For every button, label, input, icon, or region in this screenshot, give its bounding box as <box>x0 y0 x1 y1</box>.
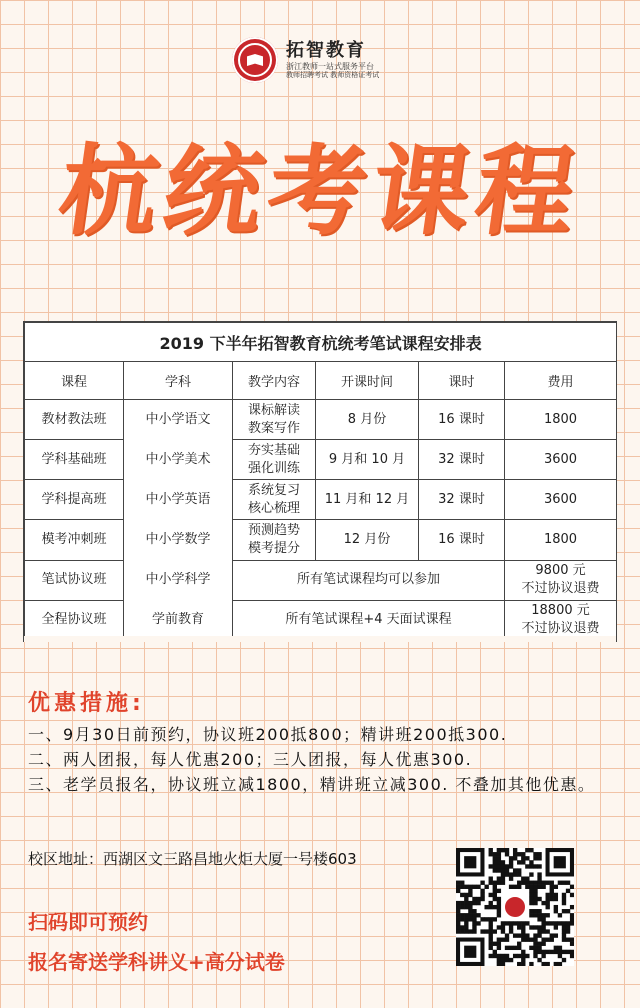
course-fee: 1800 <box>505 400 617 440</box>
table-row <box>25 480 617 520</box>
brand-text <box>286 41 379 79</box>
course-fee: 9800 元 不过协议退费 <box>505 560 617 600</box>
page-title: 杭统考课程 <box>51 135 589 249</box>
course-hours: 16 课时 <box>419 520 505 560</box>
brand-logo <box>232 34 379 86</box>
course-description: 所有笔试课程+4 天面试课程 <box>233 600 505 640</box>
course-description: 所有笔试课程均可以参加 <box>233 560 505 600</box>
brand-subline: 教师招聘考试 教师资格证考试 <box>286 70 380 79</box>
course-schedule-table <box>23 321 617 642</box>
promo-item: 三、老学员报名，协议班立减1800，精讲班立减300. 不叠加其他优惠。 <box>28 775 596 794</box>
campus-address: 校区地址：西湖区文三路昌地火炬大厦一号楼603 <box>28 850 357 868</box>
subject-list <box>124 400 233 641</box>
start-time: 9 月和 10 月 <box>316 440 419 480</box>
subject-item: 学前教育 <box>151 612 204 627</box>
table-row <box>25 440 617 480</box>
subject-item: 中小学美术 <box>145 452 211 467</box>
table-row <box>25 400 617 440</box>
course-name: 全程协议班 <box>25 600 124 640</box>
subject-item: 中小学数学 <box>145 532 211 547</box>
course-fee: 18800 元 不过协议退费 <box>505 600 617 640</box>
course-fee: 3600 <box>505 440 617 480</box>
course-hours: 32 课时 <box>419 440 505 480</box>
start-time: 8 月份 <box>316 400 419 440</box>
promo-title: 优惠措施: <box>28 691 145 716</box>
promo-item: 一、9月30日前预约，协议班200抵800；精讲班200抵300. <box>28 725 508 744</box>
brand-tagline: 浙江教师一站式服务平台 <box>286 61 374 71</box>
course-name: 笔试协议班 <box>25 560 124 600</box>
table-row <box>25 560 617 600</box>
course-content: 预测趋势 模考提分 <box>233 520 316 560</box>
course-content: 系统复习 核心梳理 <box>233 480 316 520</box>
course-name: 学科基础班 <box>25 440 124 480</box>
course-content: 课标解读 教案写作 <box>233 400 316 440</box>
header-content: 教学内容 <box>233 362 316 400</box>
header-course: 课程 <box>25 362 124 400</box>
header-fee: 费用 <box>505 362 617 400</box>
header-hours: 课时 <box>419 362 505 400</box>
course-hours: 16 课时 <box>419 400 505 440</box>
subject-item: 中小学英语 <box>145 492 211 507</box>
cta-gift: 报名寄送学科讲义+高分试卷 <box>28 950 285 974</box>
promo-list <box>28 722 613 797</box>
start-time: 11 月和 12 月 <box>316 480 419 520</box>
torn-edge <box>24 636 616 642</box>
subject-item: 中小学语文 <box>145 412 211 427</box>
promo-item: 二、两人团报，每人优惠200；三人团报，每人优惠300. <box>28 750 473 769</box>
start-time: 12 月份 <box>316 520 419 560</box>
qr-code-icon[interactable] <box>456 848 574 966</box>
course-fee: 1800 <box>505 520 617 560</box>
table-row <box>25 520 617 560</box>
course-name: 教材教法班 <box>25 400 124 440</box>
course-content: 夯实基础 强化训练 <box>233 440 316 480</box>
table-header-row <box>25 362 617 400</box>
table-row <box>25 600 617 640</box>
course-fee: 3600 <box>505 480 617 520</box>
table-caption: 2019 下半年拓智教育杭统考笔试课程安排表 <box>25 323 617 362</box>
course-name: 学科提高班 <box>25 480 124 520</box>
course-hours: 32 课时 <box>419 480 505 520</box>
school-emblem-icon <box>232 37 278 83</box>
header-start-time: 开课时间 <box>316 362 419 400</box>
brand-name: 拓智教育 <box>286 40 366 62</box>
course-name: 模考冲刺班 <box>25 520 124 560</box>
cta-scan: 扫码即可预约 <box>28 910 148 934</box>
subject-item: 中小学科学 <box>145 572 211 587</box>
header-subject: 学科 <box>124 362 233 400</box>
